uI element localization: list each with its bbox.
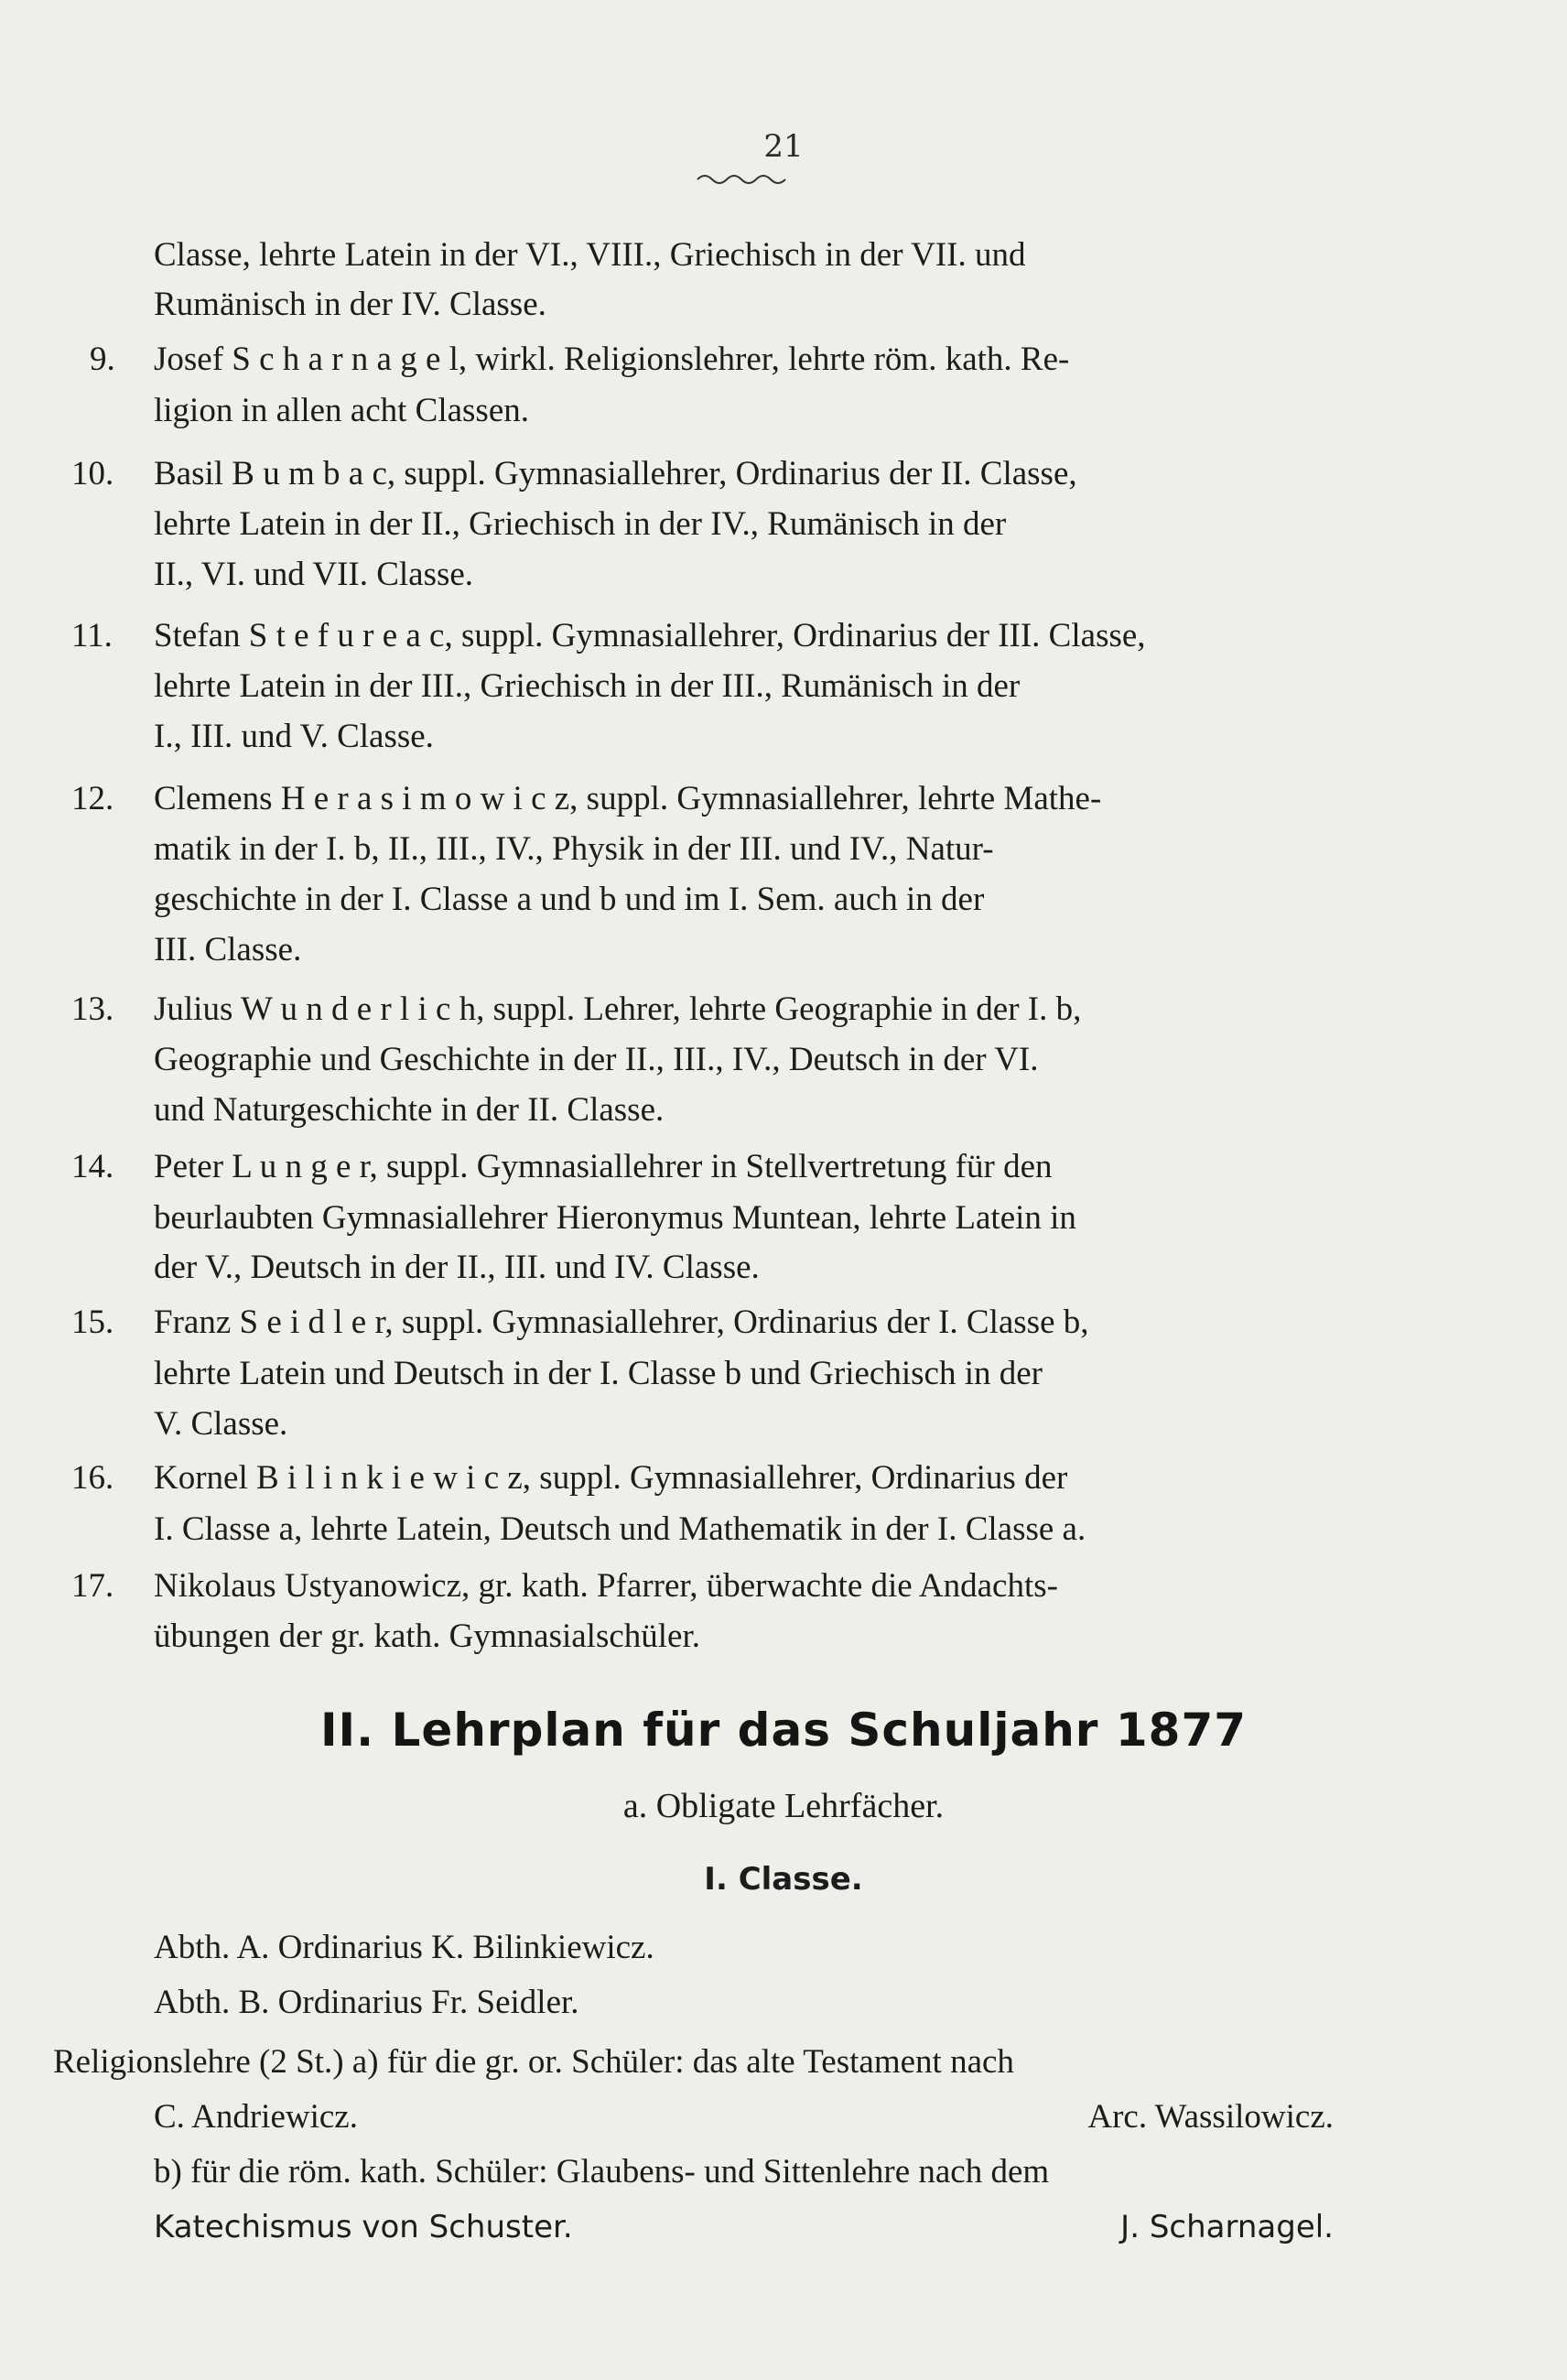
entry-number: 12. [71, 780, 114, 817]
text-line: I., III. und V. Classe. [154, 718, 434, 755]
text-line: beurlaubten Gymnasiallehrer Hieronymus Muntean, lehrte Latein in [154, 1199, 1076, 1237]
section-heading: II. Lehrplan für das Schuljahr 1877 [319, 1704, 1248, 1757]
text-line: lehrte Latein in der II., Griechisch in der IV., Rumänisch in der [154, 505, 1007, 543]
text-line: I. Classe a, lehrte Latein, Deutsch und Mathematik in der I. Classe a. [154, 1510, 1086, 1548]
page-number: 21 [763, 128, 804, 165]
text-line: Nikolaus Ustyanowicz, gr. kath. Pfarrer, überwachte die Andachts- [154, 1567, 1058, 1605]
text-line: und Naturgeschichte in der II. Classe. [154, 1091, 665, 1129]
text-line: Franz S e i d l e r, suppl. Gymnasiallehrer, Ordinarius der I. Classe b, [154, 1304, 1089, 1341]
text-line: Stefan S t e f u r e a c, suppl. Gymnasiallehrer, Ordinarius der III. Classe, [154, 617, 1146, 654]
text-line: Religionslehre (2 St.) a) für die gr. or. Schüler: das alte Testament nach [53, 2043, 1014, 2081]
text-line: Classe, lehrte Latein in der VI., VIII., Griechisch in der VII. und [154, 236, 1026, 274]
text-line: der V., Deutsch in der II., III. und IV. Classe. [154, 1249, 760, 1286]
entry-number: 13. [71, 990, 114, 1028]
text-line: Abth. B. Ordinarius Fr. Seidler. [154, 1984, 579, 2021]
text-line: Basil B u m b a c, suppl. Gymnasiallehrer, Ordinarius der II. Classe, [154, 455, 1077, 492]
text-line: II., VI. und VII. Classe. [154, 556, 474, 593]
entry-number: 9. [90, 341, 115, 378]
text-line: C. Andriewicz. [154, 2098, 358, 2136]
section-subheading: a. Obligate Lehrfächer. [622, 1787, 945, 1825]
text-line: Peter L u n g e r, suppl. Gymnasiallehrer in Stellvertretung für den [154, 1148, 1053, 1185]
text-line: Kornel B i l i n k i e w i c z, suppl. Gymnasiallehrer, Ordinarius der [154, 1459, 1068, 1497]
entry-number: 11. [71, 617, 113, 654]
text-line: Josef S c h a r n a g e l, wirkl. Religionslehrer, lehrte röm. kath. Re- [154, 341, 1070, 378]
text-line: Abth. A. Ordinarius K. Bilinkiewicz. [154, 1929, 654, 1966]
text-line: Rumänisch in der IV. Classe. [154, 286, 546, 323]
entry-number: 16. [71, 1459, 114, 1497]
text-line: geschichte in der I. Classe a und b und im I. Sem. auch in der [154, 881, 985, 918]
text-line: V. Classe. [154, 1405, 288, 1443]
text-line: lehrte Latein in der III., Griechisch in der III., Rumänisch in der [154, 667, 1021, 705]
text-line-right: J. Scharnagel. [1120, 2209, 1334, 2245]
entry-number: 14. [71, 1148, 114, 1185]
text-line: übungen der gr. kath. Gymnasialschüler. [154, 1617, 701, 1655]
text-line-right: Arc. Wassilowicz. [1087, 2098, 1334, 2136]
text-line: Julius W u n d e r l i c h, suppl. Lehrer, lehrte Geographie in der I. b, [154, 990, 1082, 1028]
entry-number: 15. [71, 1304, 114, 1341]
class-heading: I. Classe. [704, 1861, 863, 1898]
text-line: III. Classe. [154, 931, 302, 968]
text-line: Katechismus von Schuster. [154, 2209, 573, 2245]
text-line: ligion in allen acht Classen. [154, 392, 529, 429]
entry-number: 10. [71, 455, 114, 492]
text-line: Geographie und Geschichte in der II., III., IV., Deutsch in der VI. [154, 1041, 1039, 1078]
text-line: Clemens H e r a s i m o w i c z, suppl. Gymnasiallehrer, lehrte Mathe- [154, 780, 1102, 817]
text-line: lehrte Latein und Deutsch in der I. Classe b und Griechisch in der [154, 1355, 1043, 1392]
entry-number: 17. [71, 1567, 114, 1605]
text-line: matik in der I. b, II., III., IV., Physik in der III. und IV., Natur- [154, 830, 994, 868]
text-line: b) für die röm. kath. Schüler: Glaubens- und Sittenlehre nach dem [154, 2153, 1050, 2191]
wave-ornament [696, 170, 787, 189]
